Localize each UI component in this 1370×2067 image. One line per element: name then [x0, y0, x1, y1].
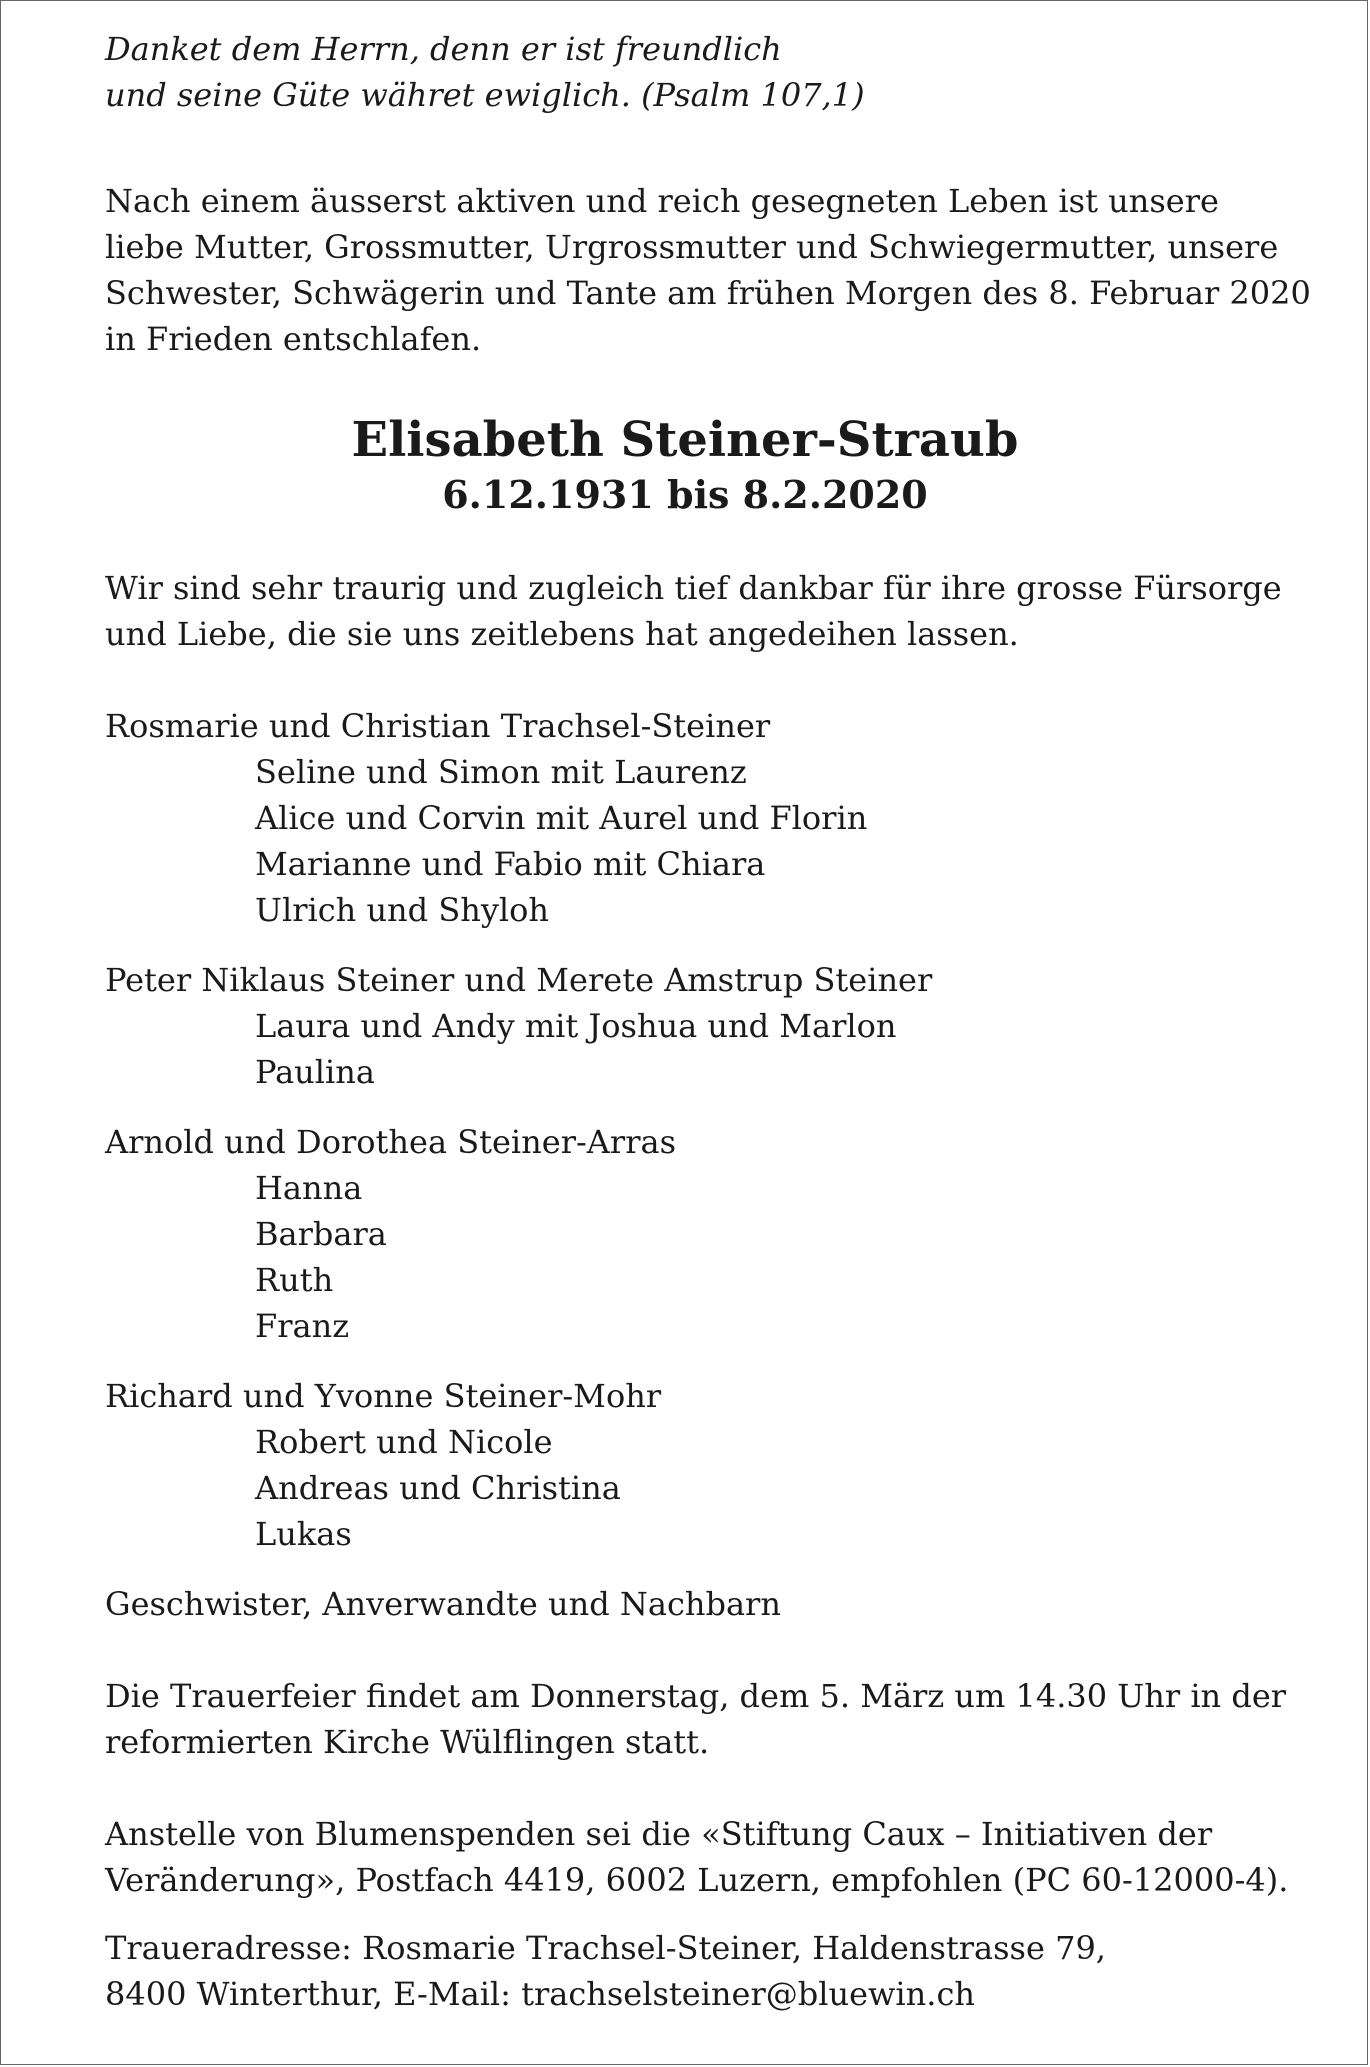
family-member: Laura und Andy mit Joshua und Marlon — [255, 1007, 897, 1045]
funeral-service-info — [105, 1673, 1305, 1765]
intro-line-1: Nach einem äusserst aktiven und reich gesegneten Leben ist unsere — [105, 182, 1219, 220]
family-member: Lukas — [255, 1515, 352, 1553]
family-head: Rosmarie und Christian Trachsel-Steiner — [105, 707, 771, 745]
intro-line-4: in Frieden entschlafen. — [105, 320, 482, 358]
family-head: Arnold und Dorothea Steiner-Arras — [105, 1123, 676, 1161]
service-line-2: reformierten Kirche Wülflingen statt. — [105, 1723, 710, 1761]
family-member: Ulrich und Shyloh — [255, 891, 550, 929]
psalm-line-2: und seine Güte währet ewiglich. (Psalm 107,1) — [105, 76, 865, 114]
family-head: Richard und Yvonne Steiner-Mohr — [105, 1377, 662, 1415]
donation-info — [105, 1811, 1305, 1903]
family-member: Franz — [255, 1307, 350, 1345]
thanks-line-2: und Liebe, die sie uns zeitlebens hat angedeihen lassen. — [105, 615, 1019, 653]
relatives-line: Geschwister, Anverwandte und Nachbarn — [105, 1585, 781, 1623]
address-line-2: 8400 Winterthur, E-Mail: trachselsteiner@bluewin.ch — [105, 1975, 975, 2013]
family-group — [105, 957, 1305, 1095]
obituary-notice — [105, 26, 1311, 2017]
donation-line-1: Anstelle von Blumenspenden sei die «Stiftung Caux – Initiativen der — [105, 1815, 1213, 1853]
family-member: Ruth — [255, 1261, 334, 1299]
donation-line-2: Veränderung», Postfach 4419, 6002 Luzern, empfohlen (PC 60-12000-4). — [105, 1861, 1289, 1899]
family-member: Robert und Nicole — [255, 1423, 553, 1461]
mourning-address — [105, 1925, 1305, 2017]
intro-line-3: Schwester, Schwägerin und Tante am frühen Morgen des 8. Februar 2020 — [105, 274, 1311, 312]
family-member: Hanna — [255, 1169, 363, 1207]
family-head: Peter Niklaus Steiner und Merete Amstrup Steiner — [105, 961, 933, 999]
psalm-line-1: Danket dem Herrn, denn er ist freundlich — [105, 30, 782, 68]
family-member: Seline und Simon mit Laurenz — [255, 753, 747, 791]
family-member: Andreas und Christina — [255, 1469, 621, 1507]
family-group — [105, 703, 1305, 933]
life-dates: 6.12.1931 bis 8.2.2020 — [442, 472, 928, 517]
family-member: Marianne und Fabio mit Chiara — [255, 845, 766, 883]
family-group — [105, 1119, 1305, 1349]
thanks-paragraph — [105, 565, 1305, 657]
family-group — [105, 1373, 1305, 1557]
intro-paragraph — [105, 178, 1311, 362]
mourners-list — [105, 703, 1305, 1627]
family-member: Paulina — [255, 1053, 375, 1091]
thanks-line-1: Wir sind sehr traurig und zugleich tief dankbar für ihre grosse Fürsorge — [105, 569, 1282, 607]
family-member: Barbara — [255, 1215, 387, 1253]
intro-line-2: liebe Mutter, Grossmutter, Urgrossmutter und Schwiegermutter, unsere — [105, 228, 1279, 266]
deceased-name: Elisabeth Steiner-Straub — [351, 412, 1019, 468]
psalm-quote — [105, 26, 1305, 118]
service-line-1: Die Trauerfeier findet am Donnerstag, dem 5. März um 14.30 Uhr in der — [105, 1677, 1287, 1715]
family-member: Alice und Corvin mit Aurel und Florin — [255, 799, 868, 837]
address-line-1: Traueradresse: Rosmarie Trachsel-Steiner, Haldenstrasse 79, — [105, 1929, 1106, 1967]
